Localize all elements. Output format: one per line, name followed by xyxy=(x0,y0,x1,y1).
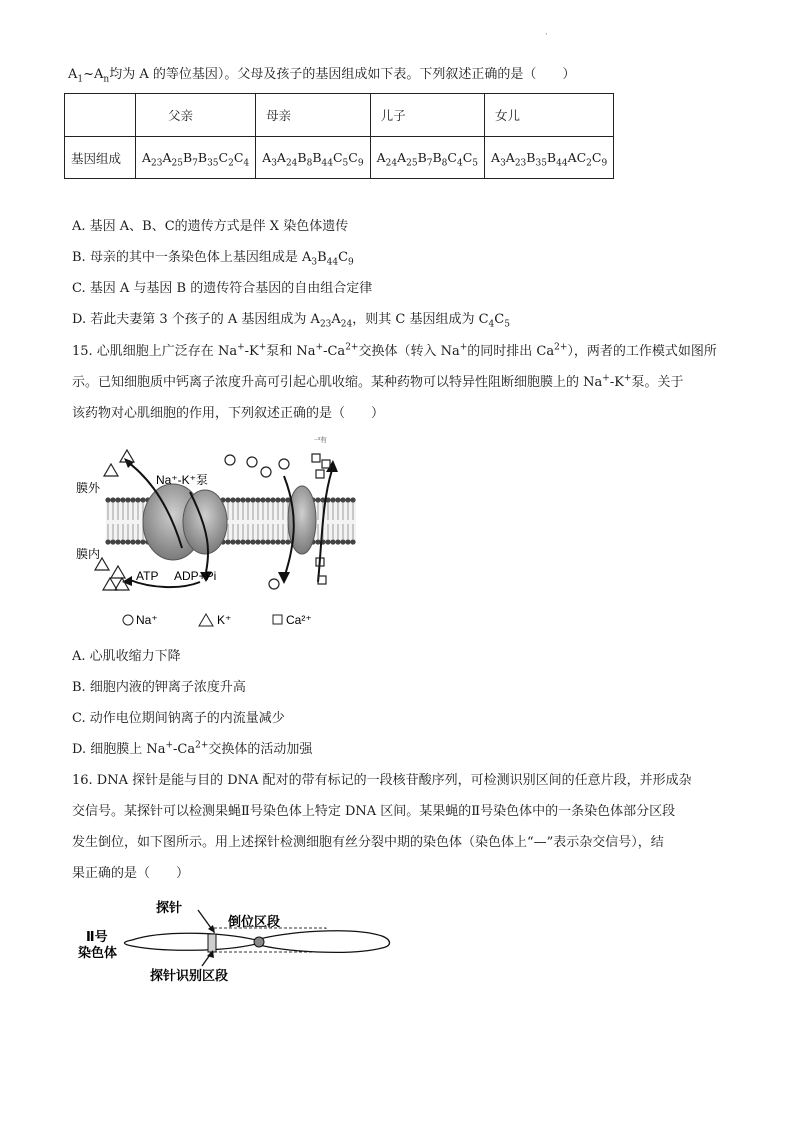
lipid-head xyxy=(245,497,250,502)
probe-mark xyxy=(208,934,216,952)
lipid-head xyxy=(115,497,120,502)
q14-stem: $A_1\sim A_n$均为 A 的等位基因）。父母及孩子的基因组成如下表。下列叙述正确的是（ ） xyxy=(68,67,576,85)
lipid-head xyxy=(315,539,320,544)
lipid-head xyxy=(225,539,230,544)
lipid-head xyxy=(255,539,260,544)
atp-label: ATP xyxy=(136,569,159,583)
lipid-head xyxy=(280,497,285,502)
lipid-head xyxy=(350,497,355,502)
lipid-head xyxy=(140,539,145,544)
legend-k: K⁺ xyxy=(217,613,232,627)
lipid-head xyxy=(260,539,265,544)
genotype-table xyxy=(64,93,614,179)
q16-stem-line2: 交信号。某探针可以检测果蝇Ⅱ号染色体上特定 DNA 区间。某果蝇的Ⅱ号染色体中的一条染色体部分区段 xyxy=(72,804,676,819)
lipid-head xyxy=(235,497,240,502)
lipid-head xyxy=(265,497,270,502)
lipid-head xyxy=(350,539,355,544)
lipid-head xyxy=(275,497,280,502)
lipid-head xyxy=(345,539,350,544)
lipid-head xyxy=(230,539,235,544)
lipid-head xyxy=(110,539,115,544)
na-k-pump-subunit xyxy=(183,490,227,554)
lipid-head xyxy=(250,497,255,502)
lipid-head xyxy=(115,539,120,544)
lipid-head xyxy=(245,539,250,544)
lipid-head xyxy=(280,539,285,544)
lipid-head xyxy=(130,497,135,502)
q15-option-c: C. 动作电位期间钠离子的内流量减少 xyxy=(72,711,285,726)
q16-stem-line1: 16. DNA 探针是能与目的 DNA 配对的带有标记的一段核苷酸序列，可检测识别区间的任意片段，并形成杂 xyxy=(72,773,692,788)
lipid-head xyxy=(340,539,345,544)
corner-note: ᐧᐧ³有 xyxy=(314,437,327,444)
top-dot: · xyxy=(545,30,548,40)
lipid-head xyxy=(235,539,240,544)
lipid-head xyxy=(345,497,350,502)
q15-stem-line3: 该药物对心肌细胞的作用，下列叙述正确的是（ ） xyxy=(72,406,385,421)
table-row xyxy=(65,137,614,179)
lipid-head xyxy=(275,539,280,544)
q16-stem-line3: 发生倒位，如下图所示。用上述探针检测细胞有丝分裂中期的染色体（染色体上“—”表示杂交信号），结 xyxy=(72,835,664,850)
lipid-head xyxy=(335,497,340,502)
q16-stem-line4: 果正确的是（ ） xyxy=(72,866,190,881)
membrane-diagram xyxy=(70,432,370,632)
table-header-cell: 母亲 xyxy=(256,94,370,137)
lipid-head xyxy=(240,497,245,502)
q15-option-d: D. 细胞膜上 $Na^+-Ca^{2+}$交换体的活动加强 xyxy=(72,740,313,757)
lipid-head xyxy=(315,497,320,502)
lipid-head xyxy=(135,497,140,502)
lipid-head xyxy=(255,497,260,502)
q15-option-b: B. 细胞内液的钾离子浓度升高 xyxy=(72,680,246,695)
probe-region-label: 探针识别区段 xyxy=(150,968,229,983)
lipid-head xyxy=(330,497,335,502)
lipid-head xyxy=(125,539,130,544)
legend-ca: Ca²⁺ xyxy=(286,613,312,627)
pump-label: Na⁺-K⁺泵 xyxy=(156,473,209,487)
centromere xyxy=(254,937,264,947)
table-row-label: 基因组成 xyxy=(65,137,136,179)
table-cell-daughter: $A_3A_{23}B_{35}B_{44}AC_2C_9$ xyxy=(485,137,614,179)
q15-option-a: A. 心肌收缩力下降 xyxy=(72,649,181,664)
table-header-cell xyxy=(65,94,136,137)
q14-option-a: A. 基因 A、B、C的遗传方式是伴 X 染色体遗传 xyxy=(72,219,349,234)
lipid-head xyxy=(110,497,115,502)
table-cell-mother: $A_3A_{24}B_8B_{44}C_5C_9$ xyxy=(256,137,370,179)
figure-legend xyxy=(123,613,312,627)
chromosome-label-line2: 染色体 xyxy=(78,945,118,960)
lipid-head xyxy=(330,539,335,544)
table-cell-father: $A_{23}A_{25}B_7B_{35}C_2C_4$ xyxy=(136,137,256,179)
lipid-head xyxy=(335,539,340,544)
lipid-head xyxy=(140,497,145,502)
lipid-head xyxy=(135,539,140,544)
lipid-head xyxy=(230,497,235,502)
lipid-head xyxy=(240,539,245,544)
lipid-head xyxy=(225,497,230,502)
q15-stem-line2: 示。已知细胞质中钙离子浓度升高可引起心肌收缩。某种药物可以特异性阻断细胞膜上的 Na+-K+泵。关于 xyxy=(72,373,684,390)
lipid-head xyxy=(340,497,345,502)
lipid-head xyxy=(120,497,125,502)
q14-option-b: B. 母亲的其中一条染色体上基因组成是 $A_3B_{44}C_9$ xyxy=(72,250,354,268)
lipid-head xyxy=(325,539,330,544)
lipid-head xyxy=(285,539,290,544)
label-outside: 膜外 xyxy=(76,481,101,495)
lipid-head xyxy=(260,497,265,502)
chromosome-diagram xyxy=(72,896,402,986)
table-header-cell: 父亲 xyxy=(136,94,256,137)
lipid-head xyxy=(105,497,110,502)
table-header-cell: 儿子 xyxy=(370,94,484,137)
lipid-head xyxy=(270,539,275,544)
table-cell-son: $A_{24}A_{25}B_7B_8C_4C_5$ xyxy=(370,137,484,179)
q15-stem-line1: 15. 心肌细胞上广泛存在 Na+-K+泵和 $Na^+-Ca^{2+}$交换体（转入 Na+的同时排出 $Ca^{2+}$），两者的工作模式如图所 xyxy=(72,342,717,359)
table-header-cell: 女儿 xyxy=(485,94,614,137)
probe-label: 探针 xyxy=(156,900,183,915)
inverted-segment-label: 倒位区段 xyxy=(228,914,281,929)
lipid-head xyxy=(125,497,130,502)
lipid-head xyxy=(130,539,135,544)
lipid-head xyxy=(265,539,270,544)
label-inside: 膜内 xyxy=(76,547,101,561)
lipid-head xyxy=(105,539,110,544)
table-header-row xyxy=(65,94,614,137)
lipid-head xyxy=(120,539,125,544)
chromosome-label-line1: Ⅱ号 xyxy=(86,929,108,944)
lipid-head xyxy=(250,539,255,544)
adp-label: ADP+Pi xyxy=(174,569,217,583)
q14-option-c: C. 基因 A 与基因 B 的遗传符合基因的自由组合定律 xyxy=(72,281,373,296)
legend-na: Na⁺ xyxy=(136,613,158,627)
q14-option-d: D. 若此夫妻第 3 个孩子的 A 基因组成为 $A_{23}A_{24}$，则其 C 基因组成为 $C_4C_5$ xyxy=(72,312,510,330)
lipid-head xyxy=(270,497,275,502)
